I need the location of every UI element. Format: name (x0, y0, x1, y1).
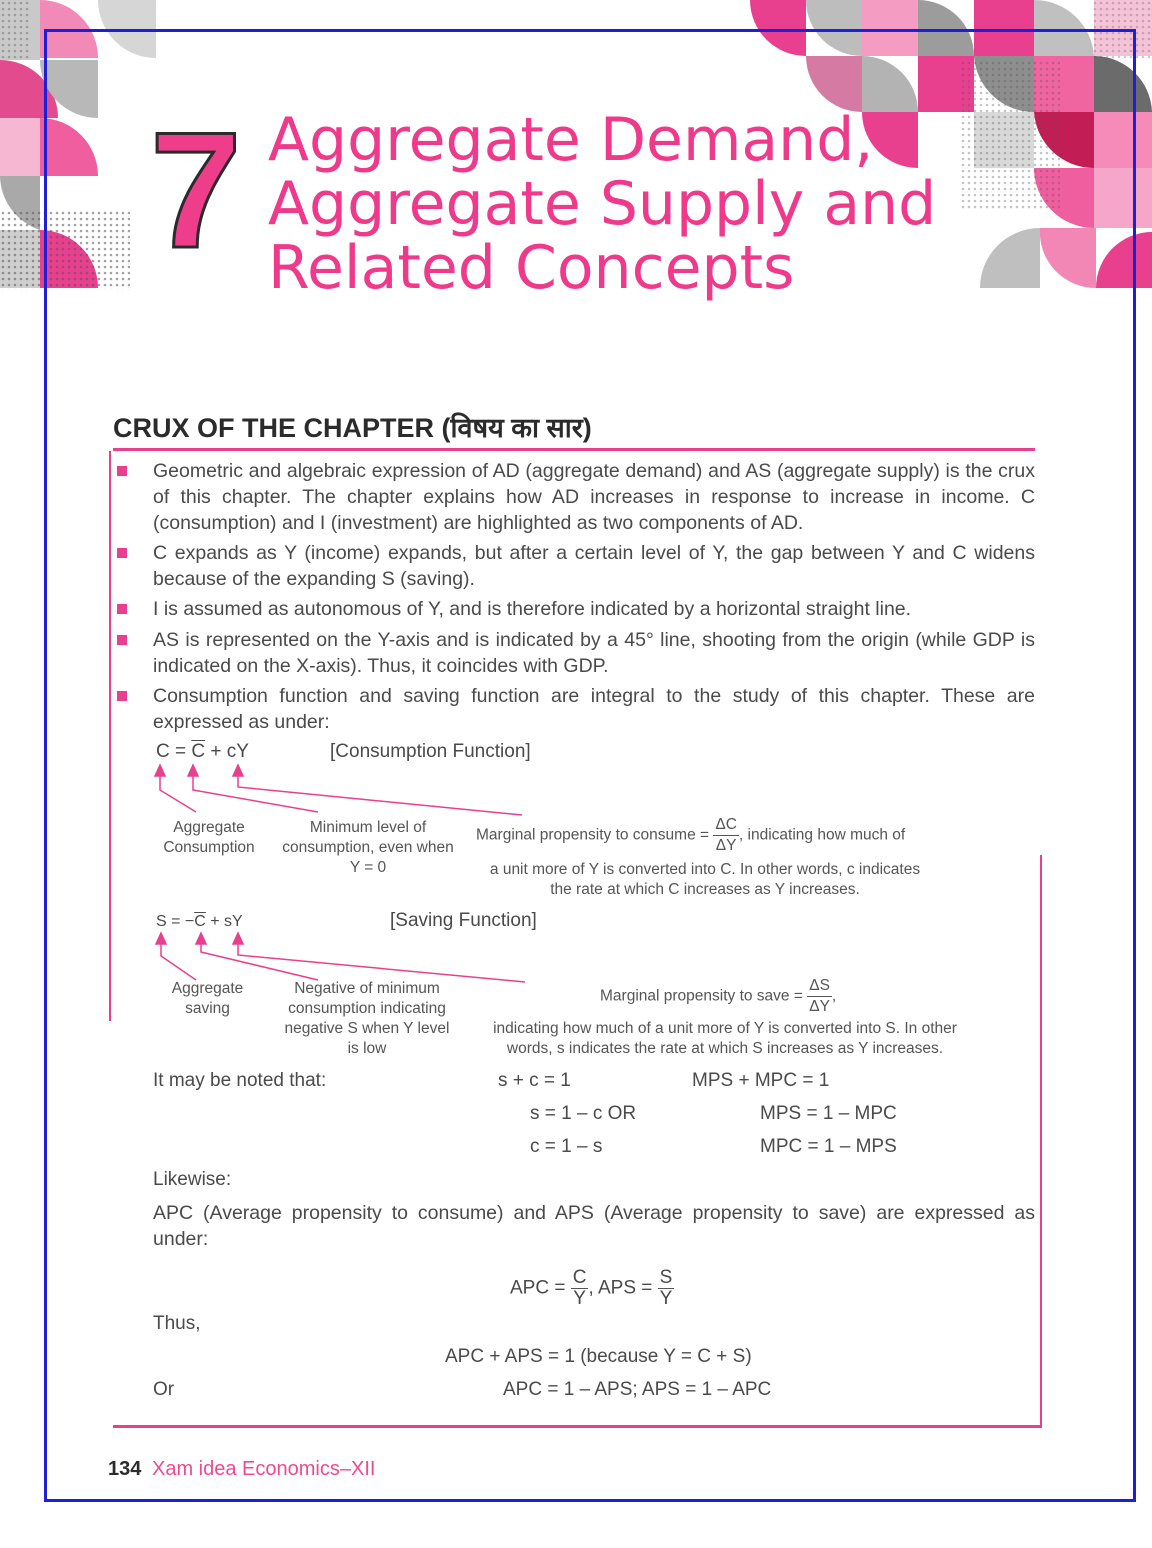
saving-function-label: [Saving Function] (390, 910, 537, 931)
or-label: Or (153, 1379, 175, 1400)
bullet-text: I is assumed as autonomous of Y, and is therefore indicated by a horizontal straight line. (153, 598, 912, 620)
apc-aps-relation-equation: APC = 1 – APS; APS = 1 – APC (503, 1379, 772, 1400)
apc-fraction (571, 1268, 589, 1309)
apc-label: APC = (510, 1277, 571, 1299)
aps-fraction (658, 1268, 675, 1309)
mpc-prefix: Marginal propensity to consume = (476, 826, 714, 844)
apc-paragraph: APC (Average propensity to consume) and APS (Average propensity to save) are expressed as under: (153, 1202, 1035, 1250)
fraction-numerator: C (572, 1267, 587, 1288)
eq-part: + sY (205, 913, 243, 930)
equation: MPS = 1 – MPC (760, 1103, 897, 1124)
mpc-suffix: , indicating how much of (738, 826, 906, 844)
bullet-text: AS is represented on the Y-axis and is indicated by a 45° line, shooting from the origin (while GDP is indicated on the X-axis). Thus, it coincides with GDP. (153, 629, 1035, 677)
aggregate-consumption-note: Aggregate Consumption (163, 819, 255, 856)
mpc-explanation: a unit more of Y is converted into C. In other words, c indicates the rate at which C increases as Y increases. (489, 861, 921, 898)
chapter-number: 7 (150, 98, 242, 282)
fraction-numerator: ΔC (713, 815, 739, 836)
apc-aps-sum-equation: APC + APS = 1 (because Y = C + S) (445, 1346, 752, 1367)
thus-label: Thus, (153, 1313, 201, 1334)
minimum-consumption-note: Minimum level of consumption, even when Y = 0 (282, 819, 454, 876)
equation: MPS + MPC = 1 (692, 1070, 830, 1091)
equation: MPC = 1 – MPS (760, 1136, 897, 1157)
bullet-text: Consumption function and saving function are integral to the study of this chapter. These are expressed as under: (153, 685, 1035, 733)
mps-definition (600, 976, 900, 1017)
bullet-text: C expands as Y (income) expands, but after a certain level of Y, the gap between Y and C widens because of the expanding S (saving). (153, 542, 1035, 590)
mps-explanation: indicating how much of a unit more of Y is converted into S. In other words, s indicates the rate at which S increases as Y increases. (493, 1020, 957, 1057)
eq-part: C = (156, 741, 192, 762)
mpc-definition (476, 815, 936, 856)
fraction-denominator: ΔY (715, 837, 737, 854)
equation: c = 1 – s (530, 1136, 603, 1157)
fraction-denominator: Y (573, 1288, 586, 1309)
fraction-numerator: ΔS (807, 976, 832, 997)
chapter-title-line: Related Concepts (268, 233, 795, 303)
bullet-text: Geometric and algebraic expression of AD (aggregate demand) and AS (aggregate supply) is the crux of this chapter. The chapter explains how AD increases in response to increase in income. C (consumption) and I (investment) are highlighted as two components of AD. (153, 460, 1035, 534)
chapter-title-line: Aggregate Supply and (268, 169, 937, 239)
mps-prefix: Marginal propensity to save = (600, 987, 808, 1005)
likewise-label: Likewise: (153, 1169, 232, 1190)
eq-part: $\overline{C}$ (194, 913, 206, 930)
negative-minimum-consumption-note: Negative of minimum consumption indicating negative S when Y level is low (284, 980, 450, 1057)
mps-fraction (807, 976, 832, 1017)
equation: s = 1 – c OR (530, 1103, 637, 1124)
eq-part: S = − (156, 913, 195, 930)
aps-label: , APS = (588, 1277, 658, 1299)
apc-aps-formula (510, 1268, 674, 1309)
book-title: Xam idea Economics–XII (152, 1458, 376, 1480)
chapter-title-line: Aggregate Demand, (268, 105, 874, 175)
fraction-denominator: Y (659, 1288, 673, 1309)
fraction-numerator: S (659, 1267, 673, 1288)
page-number: 134 (108, 1458, 142, 1480)
eq-part: $\overline{C}$ (191, 741, 206, 762)
mps-suffix: , (831, 987, 837, 1005)
consumption-function-label: [Consumption Function] (330, 741, 531, 762)
aggregate-saving-note: Aggregate saving (171, 980, 244, 1017)
equation: s + c = 1 (498, 1070, 571, 1091)
eq-part: + cY (205, 741, 249, 762)
mpc-fraction (713, 815, 739, 856)
crux-heading: CRUX OF THE CHAPTER (विषय का सार) (113, 413, 592, 443)
fraction-denominator: ΔY (809, 998, 830, 1015)
noted-label: It may be noted that: (153, 1070, 327, 1091)
saving-equation (156, 913, 243, 931)
